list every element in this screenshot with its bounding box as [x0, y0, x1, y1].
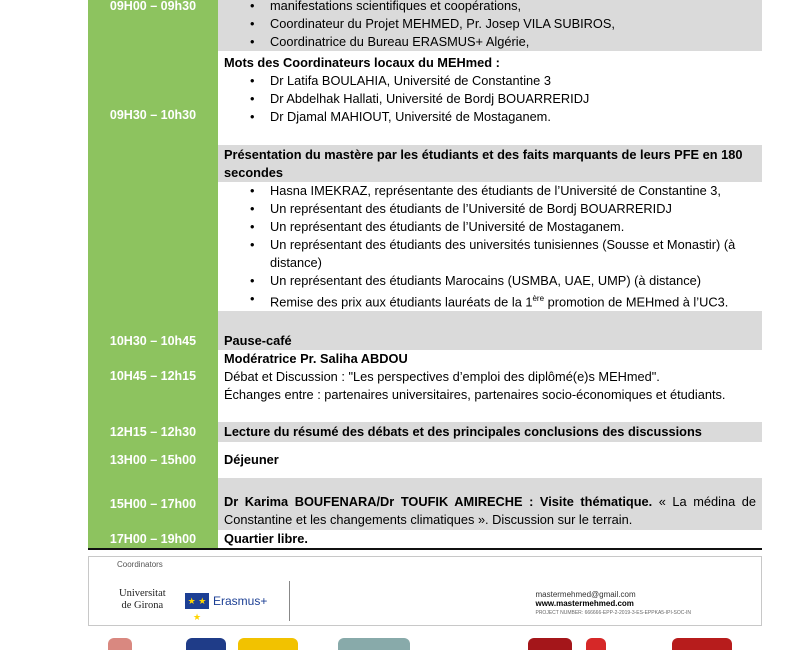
time-cell: 15H00 – 17h00 [88, 478, 218, 530]
list-item: • Hasna IMEKRAZ, représentante des étudiants de l’Université de Constantine 3, [270, 182, 756, 200]
coordinators-label: Coordinators [117, 560, 163, 569]
contact-block [535, 590, 691, 616]
coordinators-block [218, 54, 762, 145]
schedule-row [88, 442, 762, 478]
schedule-row [88, 478, 762, 530]
list-item: • manifestations scientifiques et coopérations, [270, 0, 756, 15]
content-cell: Lecture du résumé des débats et des principales conclusions des discussions [218, 422, 762, 442]
time-cell: 17H00 – 19h00 [88, 530, 218, 548]
list-item: • Coordinateur du Projet MEHMED, Pr. Josep VILA SUBIROS, [270, 15, 756, 33]
eu-flag-icon: ★ ★ ★ [185, 593, 209, 609]
schedule-row [88, 350, 762, 422]
time-cell: 10H30 – 10h45 [88, 332, 218, 350]
time-cell: 09H30 – 10h30 [88, 54, 218, 332]
content-cell [218, 350, 762, 422]
partner-logo [338, 638, 410, 650]
list-item: • Coordinatrice du Bureau ERASMUS+ Algérie, [270, 33, 756, 51]
universitat-girona-logo: Universitat de Girona [119, 588, 166, 611]
content-cell [218, 54, 762, 332]
bullet-list [218, 182, 762, 311]
partner-logo [186, 638, 226, 650]
section-heading: Mots des Coordinateurs locaux du MEHmed : [224, 55, 500, 70]
time-cell: 10H45 – 12h15 [88, 350, 218, 422]
list-item: • Un représentant des étudiants de l’Université de Bordj BOUARRERIDJ [270, 200, 756, 218]
schedule-row [88, 332, 762, 350]
schedule-table [88, 0, 762, 550]
students-block [218, 145, 762, 332]
contact-email: mastermehmed@gmail.com [535, 590, 636, 599]
content-cell: Pause-café [218, 332, 762, 350]
schedule-row [88, 422, 762, 442]
list-item: • Dr Abdelhak Hallati, Université de Bordj BOUARRERIDJ [270, 90, 756, 108]
list-item: • Remise des prix aux étudiants lauréats de la 1ère promotion de MEHmed à l’UC3. [270, 290, 756, 311]
bullet-list [224, 0, 756, 51]
debate-title: Débat et Discussion : "Les perspectives d’emploi des diplômé(e)s MEHmed". [224, 369, 660, 384]
partner-logo [108, 638, 132, 650]
time-cell: 12H15 – 12h30 [88, 422, 218, 442]
schedule-row [88, 54, 762, 332]
content-cell: Dr Karima BOUFENARA/Dr TOUFIK AMIRECHE : Visite thématique. « La médina de Constantine et les changements climatiques ». Discussion sur le terrain. [218, 478, 762, 530]
list-item: • Un représentant des étudiants des universités tunisiennes (Sousse et Monastir) (à distance) [270, 236, 756, 272]
bullet-list [224, 72, 756, 126]
time-cell: 09H00 – 09h30 [88, 0, 218, 54]
partner-logo [672, 638, 732, 650]
contact-website: www.mastermehmed.com [535, 599, 634, 608]
partner-logo [238, 638, 298, 650]
project-number: PROJECT NUMBER: 666666-EPP-2-2019-3-ES-EPPKA5-IPI-SOC-IN [535, 610, 691, 616]
schedule-row [88, 530, 762, 548]
time-cell: 13H00 – 15h00 [88, 442, 218, 478]
schedule-row [88, 0, 762, 54]
list-item: • Un représentant des étudiants de l’Université de Mostaganem. [270, 218, 756, 236]
list-item: • Un représentant des étudiants Marocains (USMBA, UAE, UMP) (à distance) [270, 272, 756, 290]
list-item: • Dr Latifa BOULAHIA, Université de Constantine 3 [270, 72, 756, 90]
content-cell: Quartier libre. [218, 530, 762, 548]
divider [289, 581, 290, 621]
partner-logo [586, 638, 606, 650]
table-bottom-rule [88, 548, 762, 550]
moderator-label: Modératrice Pr. Saliha ABDOU [224, 351, 408, 366]
list-item: • Dr Djamal MAHIOUT, Université de Mostaganem. [270, 108, 756, 126]
content-cell [218, 0, 762, 51]
partner-logos-row [88, 638, 762, 650]
partner-logo [528, 638, 572, 650]
exchange-text: Échanges entre : partenaires universitaires, partenaires socio-économiques et étudiants. [224, 387, 726, 402]
erasmus-logo-text: Erasmus+ [213, 594, 268, 608]
footer-banner [88, 556, 762, 626]
content-cell: Déjeuner [218, 442, 762, 478]
section-heading: Présentation du mastère par les étudiants et des faits marquants de leurs PFE en 180 secondes [224, 147, 743, 180]
